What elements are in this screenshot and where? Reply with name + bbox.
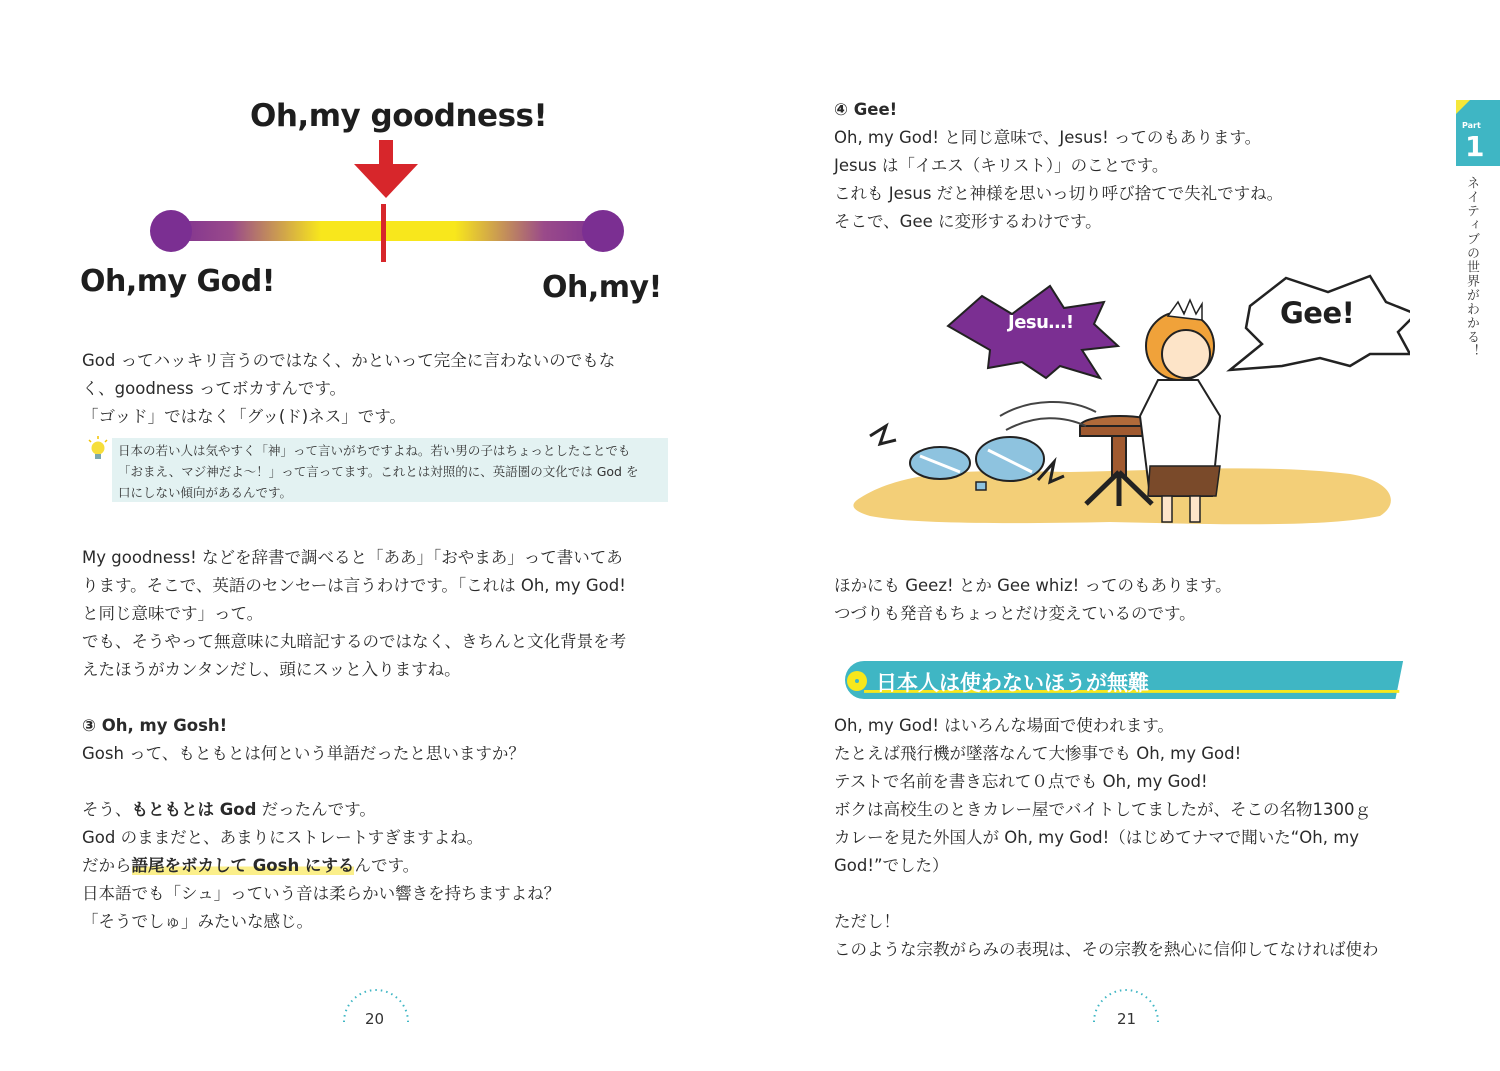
- text-span: だから: [82, 856, 132, 875]
- paragraph-line: ります。そこで、英語のセンセーは言うわけです。「これは Oh, my God!: [82, 576, 626, 595]
- bold-text: もともとは God: [131, 800, 257, 819]
- scale-bar: [145, 200, 631, 270]
- paragraph-line: 「ゴッド」ではなく「グッ(ド)ネス」です。: [82, 407, 406, 426]
- right-end-dot: [582, 210, 624, 252]
- label-oh-my-god: Oh,my God!: [80, 264, 275, 299]
- left-end-dot: [150, 210, 192, 252]
- paragraph-line: これも Jesus だと神様を思いっ切り呼び捨てで失礼ですね。: [834, 184, 1284, 203]
- tab-corner-accent: [1456, 100, 1470, 114]
- tab-part-number: 1: [1465, 130, 1485, 163]
- tip-line: 口にしない傾向があるんです。: [118, 485, 293, 500]
- tip-line: 日本の若い人は気やすく「神」って言いがちですよね。若い男の子はちょっとしたことでも: [118, 443, 631, 458]
- page-number: 20: [365, 1010, 385, 1028]
- tip-line: 「おまえ、マジ神だよ～！」って言ってます。これとは対照的に、英語圏の文化では God を: [118, 464, 639, 479]
- paragraph-line: Oh, my God! はいろんな場面で使われます。: [834, 716, 1174, 735]
- lightbulb-icon: [87, 436, 109, 462]
- chapter-side-title: ネイティブの世界がわかる！: [1464, 176, 1479, 358]
- section-heading: 日本人は使わないほうが無難: [876, 671, 1149, 695]
- paragraph-line: 「そうでしゅ」みたいな感じ。: [82, 912, 313, 931]
- paragraph-line: このような宗教がらみの表現は、その宗教を熱心に信仰してなければ使わ: [834, 940, 1379, 959]
- paragraph-line: God ってハッキリ言うのではなく、かといって完全に言わないのでもな: [82, 351, 616, 370]
- paragraph-line: God!”でした）: [834, 856, 949, 875]
- paragraph-line: God のままだと、あまりにストレートすぎますよね。: [82, 828, 484, 847]
- paragraph-line: ボクは高校生のときカレー屋でバイトしてましたが、そこの名物1300ｇ: [834, 800, 1371, 819]
- paragraph-line: でも、そうやって無意味に丸暗記するのではなく、きちんと文化背景を考: [82, 632, 627, 651]
- paragraph-line: ほかにも Geez! とか Gee whiz! ってのもあります。: [834, 576, 1232, 595]
- paragraph-line: そこで、Gee に変形するわけです。: [834, 212, 1102, 231]
- right-page: [750, 0, 1500, 1071]
- dot-icon: [846, 670, 868, 692]
- section-title: ③ Oh, my Gosh!: [82, 716, 228, 735]
- highlighted-text: 語尾をボカして Gosh にする: [131, 856, 355, 875]
- label-oh-my: Oh,my!: [542, 270, 662, 305]
- text-span: そう、: [82, 800, 132, 819]
- text-span: んです。: [354, 856, 420, 875]
- paragraph-line: たとえば飛行機が墜落なんて大惨事でも Oh, my God!: [834, 744, 1242, 763]
- paragraph-line: く、goodness ってボカすんです。: [82, 379, 347, 398]
- paragraph-line: つづりも発音もちょっとだけ変えているのです。: [834, 604, 1196, 623]
- paragraph-line: 日本語でも「シュ」っていう音は柔らかい響きを持ちますよね？: [82, 884, 561, 903]
- paragraph-line: [82, 796, 376, 824]
- paragraph-line: My goodness! などを辞書で調べると「ああ」「おやまあ」って書いてあ: [82, 548, 623, 567]
- paragraph-line: Jesus は「イエス（キリスト）」のことです。: [834, 156, 1169, 175]
- bubble-gee-text: Gee!: [1280, 296, 1355, 330]
- page-number: 21: [1117, 1010, 1137, 1028]
- paragraph-line: [82, 852, 419, 880]
- down-arrow-icon: [350, 138, 422, 200]
- bubble-jesu-text: Jesu…!: [1008, 312, 1074, 333]
- text-span: だったんです。: [256, 800, 376, 819]
- section-title: ④ Gee!: [834, 100, 898, 119]
- tab-part-label: Part: [1462, 121, 1481, 130]
- label-oh-my-goodness: Oh,my goodness!: [250, 98, 548, 134]
- paragraph-line: Gosh って、もともとは何という単語だったと思いますか？: [82, 744, 525, 763]
- paragraph-line: ただし！: [834, 912, 900, 931]
- paragraph-line: テストで名前を書き忘れて０点でも Oh, my God!: [834, 772, 1208, 791]
- paragraph-line: Oh, my God! と同じ意味で、Jesus! ってのもあります。: [834, 128, 1262, 147]
- paragraph-line: カレーを見た外国人が Oh, my God!（はじめてナマで聞いた“Oh, my: [834, 828, 1360, 847]
- paragraph-line: と同じ意味です」って。: [82, 604, 264, 623]
- paragraph-line: えたほうがカンタンだし、頭にスッと入りますね。: [82, 660, 461, 679]
